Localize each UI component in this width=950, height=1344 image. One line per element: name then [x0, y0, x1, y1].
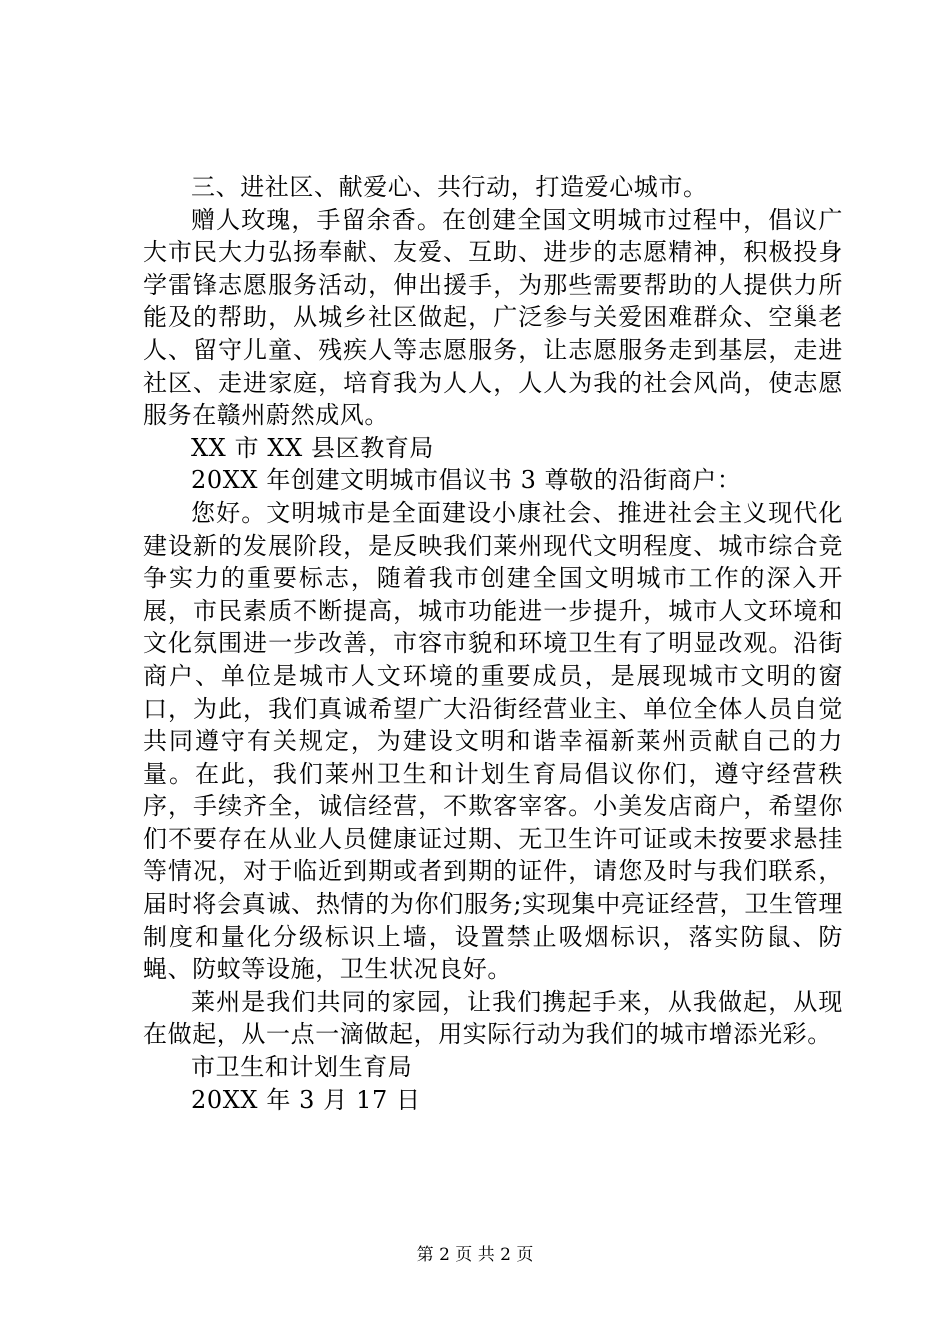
page-footer	[0, 1245, 950, 1265]
paragraph-volunteer: 赠人玫瑰，手留余香。在创建全国文明城市过程中，倡议广大市民大力弘扬奉献、友爱、互助、进步的志愿精神，积极投身学雷锋志愿服务活动，伸出援手，为那些需要帮助的人提供力所能及的帮助，从城乡社区做起，广泛参与关爱困难群众、空巢老人、留守儿童、残疾人等志愿服务，让志愿服务走到基层，走进社区、走进家庭，培育我为人人，人人为我的社会风尚，使志愿服务在赣州蔚然成风。	[143, 205, 843, 430]
proposal-title: 20XX 年创建文明城市倡议书 3 尊敬的沿街商户：	[191, 466, 742, 495]
signature-education-bureau: XX 市 XX 县区教育局	[191, 433, 435, 462]
page-number: 第 2 页 共 2 页	[416, 1245, 534, 1265]
document-date: 20XX 年 3 月 17 日	[191, 1085, 421, 1114]
paragraph-merchants: 您好。文明城市是全面建设小康社会、推进社会主义现代化建设新的发展阶段，是反映我们莱州现代文明程度、城市综合竞争实力的重要标志，随着我市创建全国文明城市工作的深入开展，市民素质不断提高，城市功能进一步提升，城市人文环境和文化氛围进一步改善，市容市貌和环境卫生有了明显改观。沿街商户、单位是城市人文环境的重要成员，是展现城市文明的窗口，为此，我们真诚希望广大沿街经营业主、单位全体人员自觉共同遵守有关规定，为建设文明和谐幸福新莱州贡献自己的力量。在此，我们莱州卫生和计划生育局倡议你们，遵守经营秩序，手续齐全，诚信经营，不欺客宰客。小美发店商户，希望你们不要存在从业人员健康证过期、无卫生许可证或未按要求悬挂等情况，对于临近到期或者到期的证件，请您及时与我们联系，届时将会真诚、热情的为你们服务;实现集中亮证经营，卫生管理制度和量化分级标识上墙，设置禁止吸烟标识，落实防鼠、防蝇、防蚊等设施，卫生状况良好。	[143, 498, 843, 984]
paragraph-closing: 莱州是我们共同的家园，让我们携起手来，从我做起，从现在做起，从一点一滴做起，用实际行动为我们的城市增添光彩。	[143, 987, 843, 1049]
signature-health-bureau: 市卫生和计划生育局	[191, 1053, 413, 1082]
document-body	[143, 171, 843, 1116]
section-heading: 三、进社区、献爱心、共行动，打造爱心城市。	[191, 173, 708, 201]
